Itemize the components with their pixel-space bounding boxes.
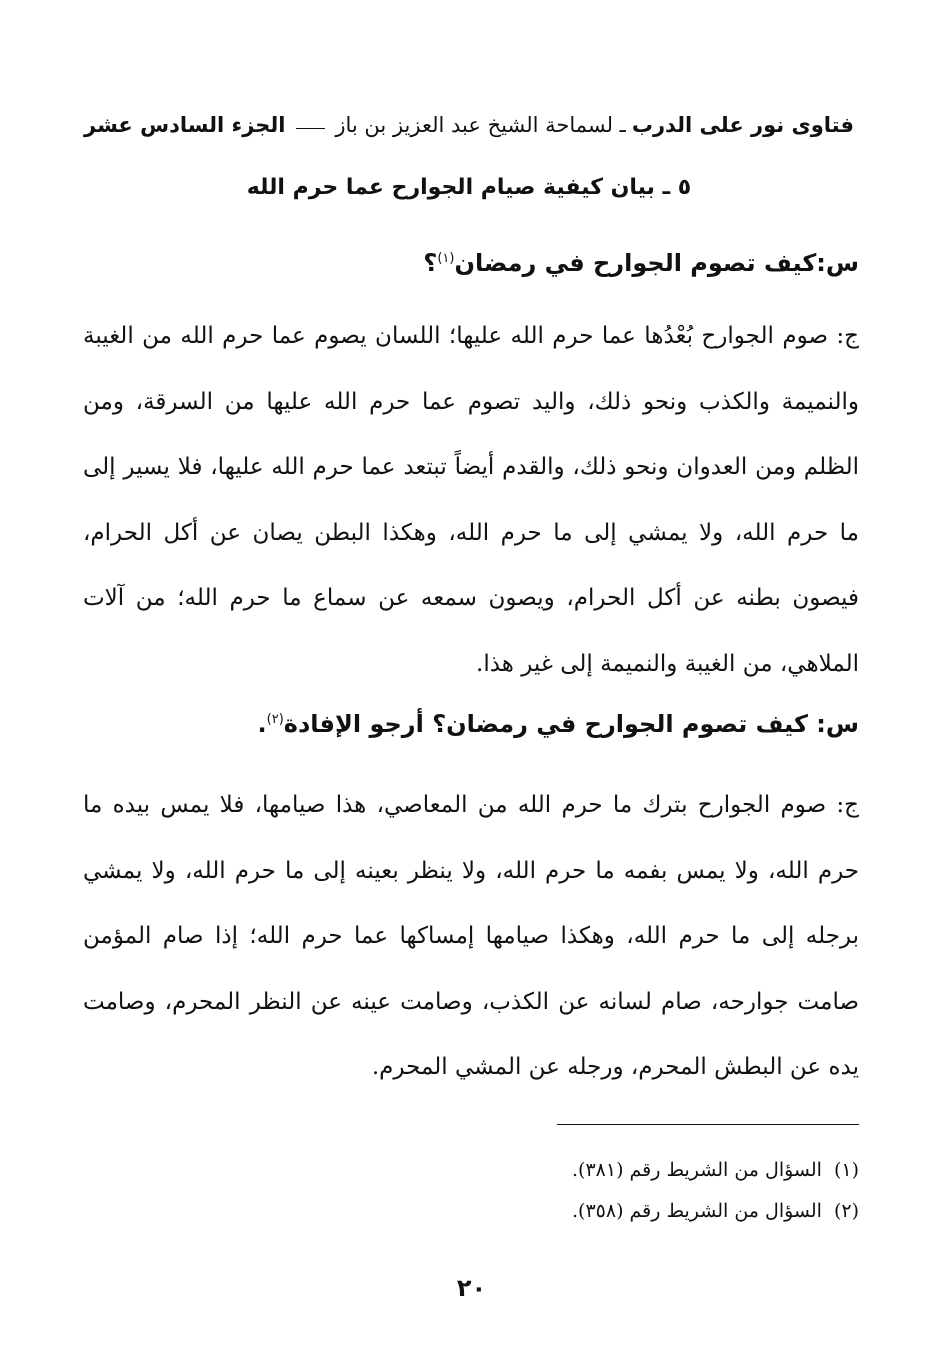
header-divider-line (296, 128, 326, 129)
header-part-label: الجزء السادس عشر (84, 113, 286, 137)
section-title: ٥ ـ بيان كيفية صيام الجوارح عما حرم الله (246, 175, 692, 200)
footnote-2 (359, 1191, 859, 1232)
question-1-end: ؟ (423, 249, 438, 277)
footnote-2-text: السؤال من الشريط رقم (٣٥٨). (572, 1200, 822, 1222)
question-1 (89, 243, 859, 283)
header-book-title: فتاوى نور على الدرب (631, 113, 854, 137)
footnote-ref-1[interactable]: (١) (437, 251, 455, 266)
running-header (84, 108, 854, 142)
footnote-1-text: السؤال من الشريط رقم (٣٨١). (572, 1159, 822, 1181)
footnote-separator (557, 1124, 859, 1125)
footnote-1 (359, 1150, 859, 1191)
question-2-text: س: كيف تصوم الجوارح في رمضان؟ أرجو الإفادة (283, 710, 859, 738)
question-2 (89, 704, 859, 744)
page-number: ٢٠ (456, 1274, 487, 1302)
answer-2: ج: صوم الجوارح بترك ما حرم الله من المعاصي، هذا صيامها، فلا يمس بيده ما حرم الله، ولا يمس بفمه ما حرم الله، ولا ينظر بعينه إلى ما حرم الله، ولا يمشي برجله إلى ما حرم الله، وهكذا صيامها إمساكها عما حرم الله؛ إذا صام المؤمن صامت جوارحه، صام لسانه عن الكذب، وصامت عينه عن النظر المحرم، وصامت يده عن البطش المحرم، ورجله عن المشي المحرم. (83, 792, 859, 1080)
header-author: ـ لسماحة الشيخ عبد العزيز بن باز (335, 113, 626, 137)
footnote-1-number: (١) (833, 1159, 859, 1181)
question-1-text: س:كيف تصوم الجوارح في رمضان (454, 249, 859, 277)
footnote-ref-2[interactable]: (٢) (266, 712, 284, 727)
answer-1: ج: صوم الجوارح بُعْدُها عما حرم الله عليها؛ اللسان يصوم عما حرم الله من الغيبة والنميمة والكذب ونحو ذلك، واليد تصوم عما حرم الله عليها من السرقة، ومن الظلم ومن العدوان ونحو ذلك، والقدم أيضاً تبتعد عما حرم الله عليها، فلا يسير إلى ما حرم الله، ولا يمشي إلى ما حرم الله، وهكذا البطن يصان عن أكل الحرام، فيصون بطنه عن أكل الحرام، ويصون سمعه عن سماع ما حرم الله؛ من آلات الملاهي، من الغيبة والنميمة إلى غير هذا. (83, 323, 859, 677)
question-2-end: . (257, 710, 267, 738)
footnotes (359, 1150, 859, 1232)
footnote-2-number: (٢) (833, 1200, 859, 1222)
